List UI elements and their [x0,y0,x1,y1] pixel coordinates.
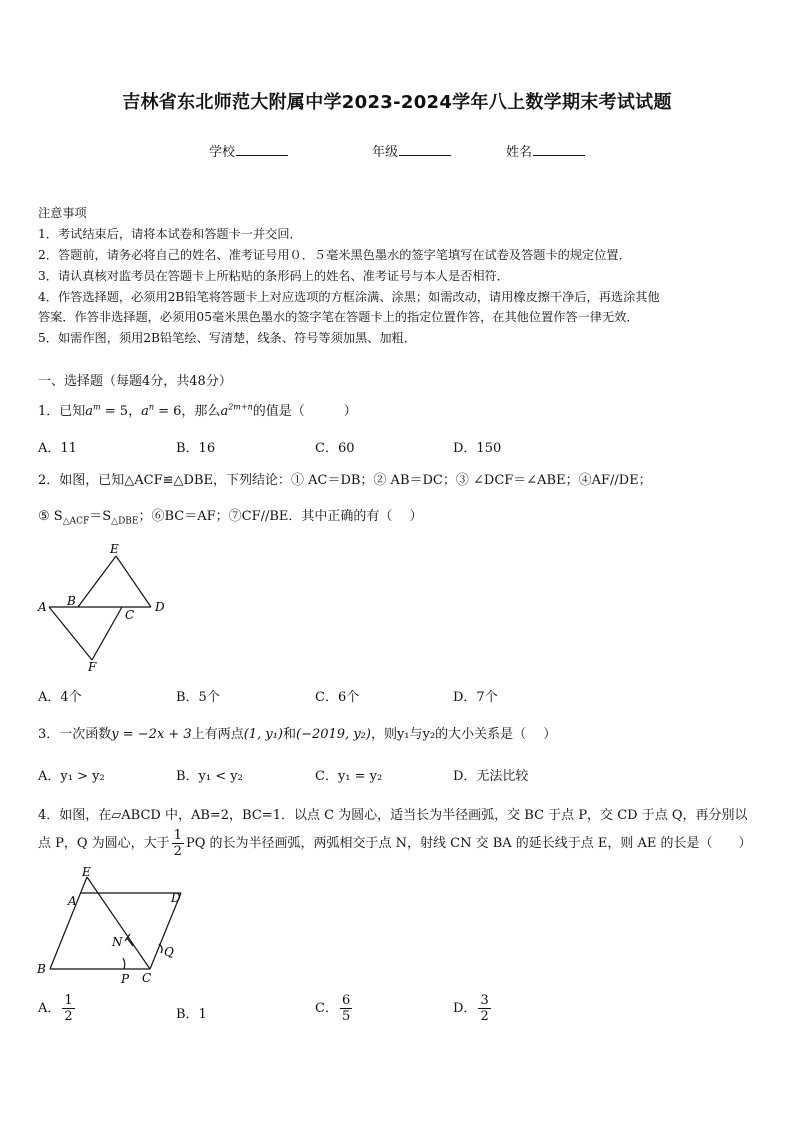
school-label: 学校 [209,145,236,160]
line-FC [92,607,122,660]
fraction-half: $\frac{1}{2}$ [173,828,182,859]
note-item: 5．如需作图，须用2B铅笔绘、写清楚，线条、符号等须加黑、加粗． [38,331,416,345]
q4-option-b[interactable]: B．1 [176,1007,207,1022]
question-3: 3．一次函数y = −2x + 3上有两点(1, y₁)和(−2019, y₂)，则y₁与y₂的大小关系是（ ） [38,727,557,742]
arc-N2 [125,934,130,941]
line-EC [87,877,150,969]
notes-heading: 注意事项 [38,206,87,220]
page-title: 吉林省东北师范大附属中学2023-2024学年八上数学期末考试试题 [122,92,672,113]
label-E: E [110,542,119,556]
q3-option-c[interactable]: C．y₁ = y₂ [315,769,383,784]
note-item: 答案．作答非选择题，必须用05毫米黑色墨水的签字笔在答题卡上的指定位置作答，在其他位置作答一律无效． [38,310,639,324]
q1-option-d[interactable]: D．150 [453,441,502,456]
q4-option-d[interactable]: D． $\frac{3}{2}$ [453,993,489,1024]
note-item: 1．考试结束后，请将本试卷和答题卡一并交回． [38,227,302,241]
label-A: A [68,894,77,908]
line-BE [78,556,116,607]
q2-figure [34,540,174,675]
q4-option-c[interactable]: C． $\frac{6}{5}$ [315,993,351,1024]
question-1: 1．已知$a^m = 5$，$a^n = 6$，那么$a^{2m+n}$的值是（ ） [38,402,357,419]
label-P: P [121,972,130,986]
label-D: D [171,891,181,905]
school-blank[interactable] [236,142,288,156]
q2-option-c[interactable]: C．6个 [315,690,360,705]
note-item: 4．作答选择题，必须用2B铅笔将答题卡上对应选项的方框涂满、涂黑；如需改动，请用橡皮擦干净后，再选涂其他 [38,290,660,304]
q4-figure [34,864,194,989]
label-A: A [38,600,47,614]
q2-option-b[interactable]: B．5个 [176,690,220,705]
label-C: C [125,608,135,622]
arc-P [123,958,125,969]
question-4-line1: 4．如图，在▱ABCD 中，AB=2，BC=1．以点 C 为圆心，适当长为半径画弧，交 BC 于点 P，交 CD 于点 Q，再分别以 [38,808,748,823]
label-Q: Q [164,945,174,959]
grade-field[interactable] [372,141,451,160]
q1-option-a[interactable]: A．11 [38,441,77,456]
question-2-line2: ⑤ $S_{\triangle ACF}=S_{\triangle DBE}$；⑥BC＝AF；⑦CF//BE．其中正确的有（ ） [38,509,423,527]
label-B: B [37,962,46,976]
label-D: D [155,600,165,614]
label-F: F [88,660,97,674]
grade-label: 年级 [372,145,399,160]
q4-option-a[interactable]: A． $\frac{1}{2}$ [38,993,73,1024]
note-item: 3．请认真核对监考员在答题卡上所粘贴的条形码上的姓名、准考证号与本人是否相符． [38,269,509,283]
name-label: 姓名 [506,145,533,160]
label-B: B [67,594,76,608]
note-item: 2．答题前，请务必将自己的姓名、准考证号用０．５毫米黑色墨水的签字笔填写在试卷及答题卡的规定位置． [38,248,631,262]
section-heading: 一、选择题（每题4分，共48分） [38,374,232,389]
name-field[interactable] [506,141,585,160]
label-N: N [112,935,123,949]
q2-option-d[interactable]: D．7个 [453,690,498,705]
line-AF [49,607,92,660]
question-2-line1: 2．如图，已知△ACF≌△DBE，下列结论：① AC＝DB；② AB＝DC；③ ∠DCF＝∠ABE；④AF//DE； [38,473,652,488]
q1-option-b[interactable]: B．16 [176,441,216,456]
q3-option-d[interactable]: D．无法比较 [453,769,529,784]
label-C: C [142,971,152,985]
school-field[interactable] [209,141,288,160]
q1-option-c[interactable]: C．60 [315,441,355,456]
label-E: E [82,865,91,879]
q3-option-a[interactable]: A．y₁ > y₂ [38,769,105,784]
name-blank[interactable] [533,142,585,156]
q3-option-b[interactable]: B．y₁ < y₂ [176,769,243,784]
line-BE [50,877,87,969]
question-4-line2: 点 P，Q 为圆心，大于 $\frac{1}{2}$ PQ 的长为半径画弧，两弧相交于点 N，射线 CN 交 BA 的延长线于点 E，则 AE 的长是（ ） [38,828,752,859]
line-ED [116,556,151,607]
grade-blank[interactable] [399,142,451,156]
q2-option-a[interactable]: A．4个 [38,690,82,705]
